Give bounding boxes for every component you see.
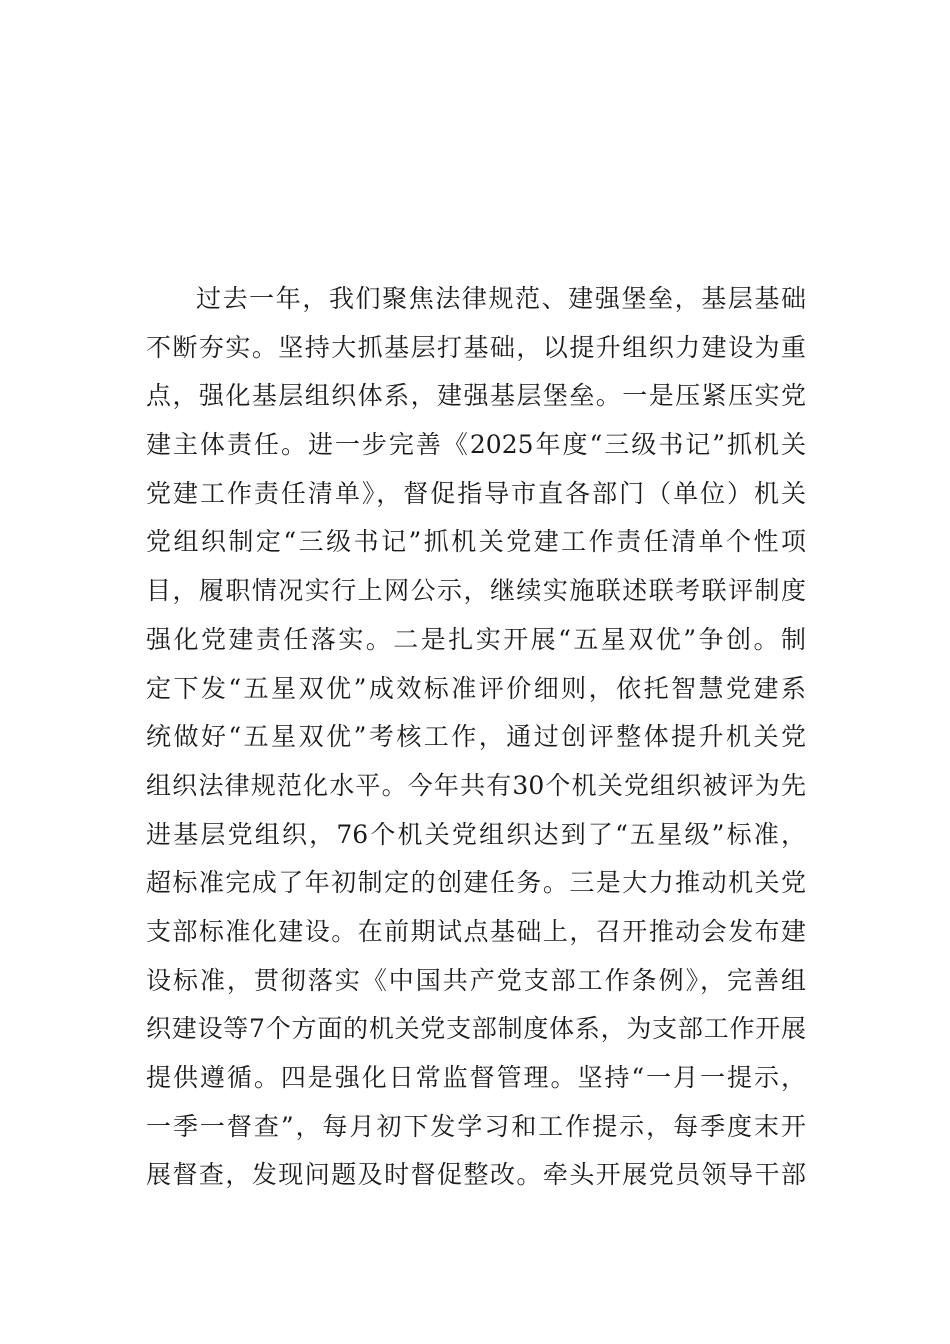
paragraph-line: 提供遵循。四是强化日常监督管理。坚持“一月一提示， bbox=[146, 1063, 806, 1092]
paragraph-line: 党组织制定“三级书记”抓机关党建工作责任清单个性项 bbox=[146, 527, 806, 557]
paragraph-line: 党建工作责任清单》，督促指导市直各部门（单位）机关 bbox=[146, 478, 806, 508]
paragraph-line: 点，强化基层组织体系，建强基层堡垒。一是压紧压实党 bbox=[146, 381, 806, 411]
paragraph-line: 超标准完成了年初制定的创建任务。三是大力推动机关党 bbox=[146, 868, 806, 898]
paragraph-line: 织建设等7个方面的机关党支部制度体系，为支部工作开展 bbox=[146, 1014, 806, 1044]
paragraph-line: 定下发“五星双优”成效标准评价细则，依托智慧党建系 bbox=[146, 673, 806, 703]
paragraph-line: 一季一督查”，每月初下发学习和工作提示，每季度末开 bbox=[146, 1111, 806, 1141]
paragraph-line: 支部标准化建设。在前期试点基础上，召开推动会发布建 bbox=[146, 916, 806, 946]
paragraph-line: 设标准，贯彻落实《中国共产党支部工作条例》，完善组 bbox=[146, 965, 806, 995]
paragraph-line: 进基层党组织，76个机关党组织达到了“五星级”标准， bbox=[146, 819, 806, 849]
paragraph-line: 建主体责任。进一步完善《2025年度“三级书记”抓机关 bbox=[146, 430, 806, 460]
paragraph-line: 展督查，发现问题及时督促整改。牵头开展党员领导干部 bbox=[146, 1160, 806, 1190]
paragraph-line: 统做好“五星双优”考核工作，通过创评整体提升机关党 bbox=[146, 722, 806, 752]
paragraph-line: 过去一年，我们聚焦法律规范、建强堡垒，基层基础 bbox=[196, 284, 806, 313]
paragraph-line: 强化党建责任落实。二是扎实开展“五星双优”争创。制 bbox=[146, 624, 806, 654]
paragraph-line: 不断夯实。坚持大抓基层打基础，以提升组织力建设为重 bbox=[146, 332, 806, 362]
paragraph-line: 组织法律规范化水平。今年共有30个机关党组织被评为先 bbox=[146, 770, 806, 800]
body-paragraph bbox=[146, 275, 806, 1200]
paragraph-line: 目，履职情况实行上网公示，继续实施联述联考联评制度 bbox=[146, 576, 806, 606]
